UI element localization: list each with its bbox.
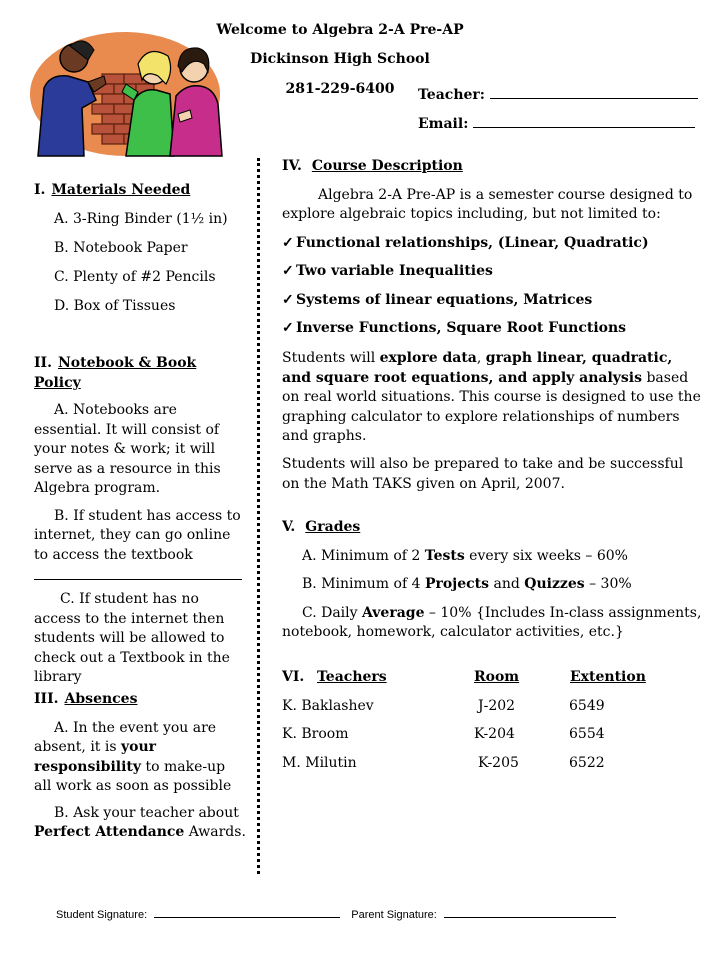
topic-check-item: ✓ Functional relationships, (Linear, Quadratic): [282, 235, 649, 251]
signature-line: [56, 909, 616, 921]
course-section: [282, 157, 702, 225]
absences-section: [34, 690, 246, 843]
materials-section: [34, 181, 246, 326]
material-item: A. 3-Ring Binder (1½ in): [54, 210, 228, 227]
checkmark-icon: ✓: [282, 292, 294, 308]
material-item: C. Plenty of #2 Pencils: [54, 268, 216, 285]
course-title: Welcome to Algebra 2-A Pre-AP: [216, 22, 464, 38]
notebook-point-a: A. Notebooks are essential. It will consist of your notes & work; it will serve as a resource in this Algebra program.: [34, 402, 221, 496]
absences-point-b: B. Ask your teacher about Perfect Attendance Awards.: [34, 804, 246, 840]
grade-item-projects: B. Minimum of 4 Projects and Quizzes – 30%: [302, 576, 632, 592]
notebook-point-c: C. If student has no access to the internet then students will be allowed to check out a Textbook in the library: [34, 591, 230, 685]
column-divider: [257, 158, 260, 874]
checkmark-icon: ✓: [282, 235, 294, 251]
textbook-link-blank-line: [34, 579, 242, 580]
course-intro: Algebra 2-A Pre-AP is a semester course designed to explore algebraic topics including, but not limited to:: [282, 186, 693, 222]
notebook-section: [34, 354, 246, 688]
material-item: D. Box of Tissues: [54, 297, 176, 314]
notebook-point-b: B. If student has access to internet, they can go online to access the textbook: [34, 507, 241, 563]
course-heading: IV. Course Description: [282, 158, 463, 174]
materials-heading: I. Materials Needed: [34, 182, 191, 198]
checkmark-icon: ✓: [282, 320, 294, 336]
email-blank-line: [473, 116, 695, 128]
course-paragraph-2: Students will also be prepared to take and be successful on the Math TAKS given on April, 2007.: [282, 456, 684, 492]
absences-point-a: A. In the event you are absent, it is your responsibility to make-up all work as soon as possible: [34, 719, 232, 794]
checkmark-icon: ✓: [282, 263, 294, 279]
course-paragraph-1: Students will explore data, graph linear, quadratic, and square root equations, and apply analysis based on real world situations. This course is designed to use the graphing calculator to explore relationships of numbers and graphs.: [282, 350, 701, 444]
topic-check-item: ✓ Two variable Inequalities: [282, 263, 493, 279]
student-signature-label: Student Signature:: [56, 909, 148, 921]
parent-signature-label: Parent Signature:: [351, 909, 437, 921]
grade-item-average: C. Daily Average – 10% {Includes In-class assignments, notebook, homework, calculator activities, etc.}: [282, 604, 702, 640]
room-col-header: Room: [474, 669, 520, 685]
teacher-label: Teacher:: [418, 87, 485, 103]
absences-heading: III. Absences: [34, 691, 138, 707]
student-signature-blank: [154, 909, 340, 918]
extension-col-header: Extention: [570, 669, 646, 685]
notebook-heading: II. Notebook & Book Policy: [34, 355, 197, 391]
grades-section: [282, 518, 702, 643]
topic-check-item: ✓ Inverse Functions, Square Root Functions: [282, 320, 627, 336]
teachers-col-header: Teachers: [317, 669, 387, 685]
parent-signature-blank: [444, 909, 616, 918]
school-name: Dickinson High School: [250, 51, 430, 67]
school-phone: 281-229-6400: [285, 81, 395, 97]
grades-heading: V. Grades: [282, 519, 361, 535]
material-item: B. Notebook Paper: [54, 239, 188, 256]
people-building-wall-clipart-icon: [30, 30, 225, 158]
teacher-blank-line: [490, 87, 698, 99]
email-field: [418, 116, 695, 132]
email-label: Email:: [418, 116, 469, 132]
topic-check-item: ✓ Systems of linear equations, Matrices: [282, 292, 593, 308]
grade-item-tests: A. Minimum of 2 Tests every six weeks – 60%: [302, 547, 628, 564]
teacher-field: [418, 87, 698, 103]
